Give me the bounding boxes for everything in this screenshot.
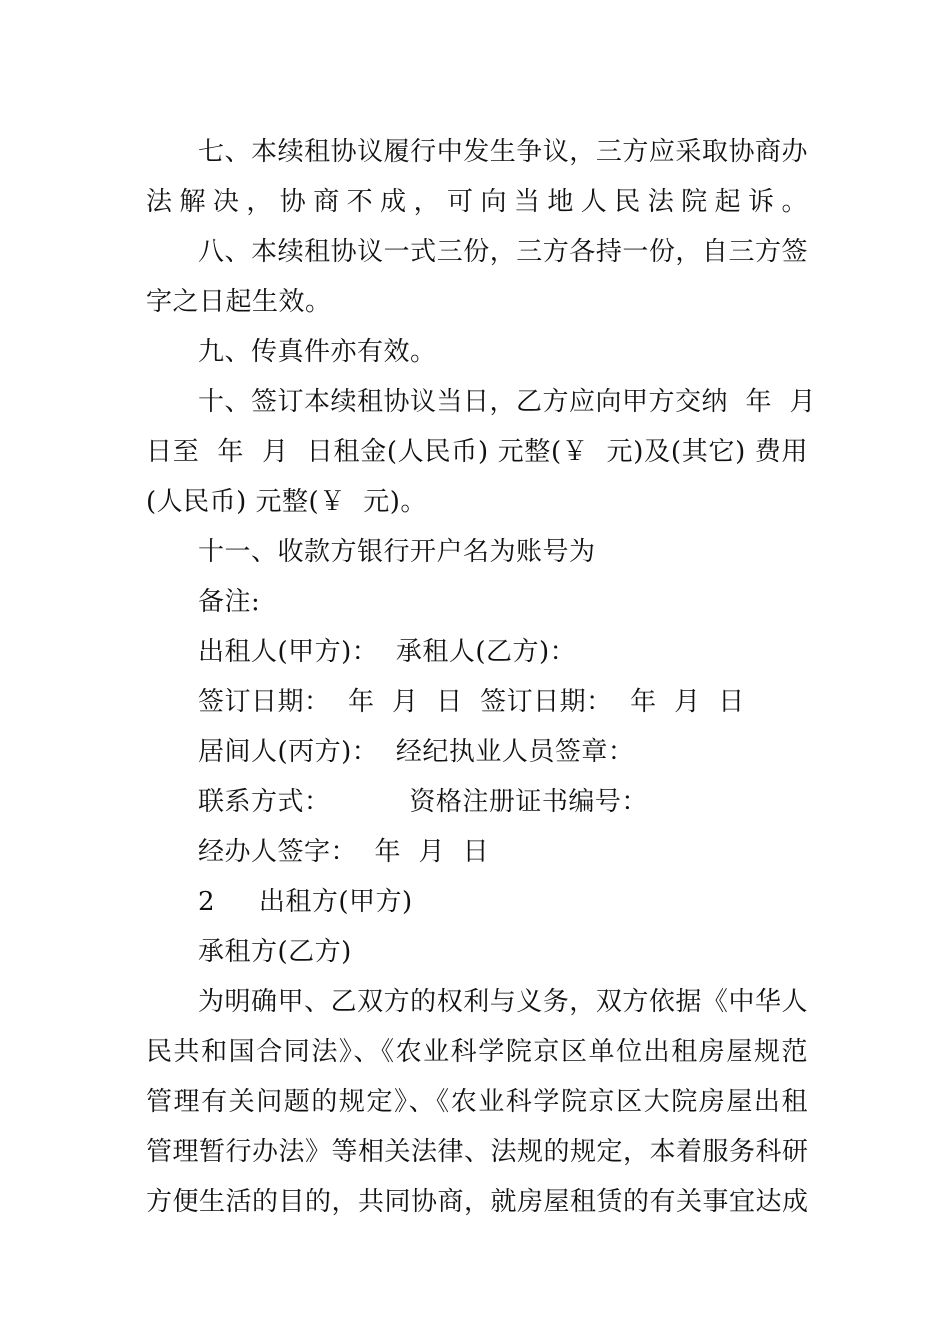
clause-10-line-1: 十、签订本续租协议当日，乙方应向甲方交纳 年 月: [198, 387, 817, 417]
intro-line-2: 民共和国合同法》、《农业科学院京区单位出租房屋规范: [146, 1037, 808, 1067]
handler-signature: 经办人签字： 年 月 日: [198, 837, 490, 867]
intro-line-5: 方便生活的目的，共同协商，就房屋租赁的有关事宜达成: [146, 1187, 809, 1217]
clause-8-line-2: 字之日起生效。: [146, 287, 332, 317]
clause-11: 十一、收款方银行开户名为账号为: [198, 537, 596, 567]
clause-10-line-2: 日至 年 月 日租金(人民币) 元整(￥ 元)及(其它) 费用: [146, 437, 808, 467]
intro-line-1: 为明确甲、乙双方的权利与义务，双方依据《中华人: [198, 987, 808, 1017]
intro-line-4: 管理暂行办法》等相关法律、法规的规定，本着服务科研: [146, 1137, 809, 1167]
clause-8-line-1: 八、本续租协议一式三份，三方各持一份，自三方签: [198, 237, 808, 267]
clause-9: 九、传真件亦有效。: [198, 337, 437, 367]
remark-label: 备注:: [198, 587, 261, 617]
lessor-lessee-signature: 出租人(甲方)： 承租人(乙方)：: [198, 637, 577, 667]
clause-7-line-2: 法解决，协商不成，可向当地人民法院起诉。: [146, 187, 808, 217]
section-2-lessor-heading: 2 出租方(甲方): [198, 887, 413, 917]
clause-7-line-1: 七、本续租协议履行中发生争议，三方应采取协商办: [198, 137, 808, 167]
lessee-heading: 承租方(乙方): [198, 937, 352, 967]
signing-dates: 签订日期： 年 月 日 签订日期： 年 月 日: [198, 687, 745, 717]
broker-signature: 居间人(丙方)： 经纪执业人员签章：: [198, 737, 635, 767]
contact-certificate: 联系方式： 资格注册证书编号：: [198, 787, 648, 817]
intro-line-3: 管理有关问题的规定》、《农业科学院京区大院房屋出租: [146, 1087, 808, 1117]
clause-10-line-3: (人民币) 元整(￥ 元)。: [146, 487, 427, 517]
